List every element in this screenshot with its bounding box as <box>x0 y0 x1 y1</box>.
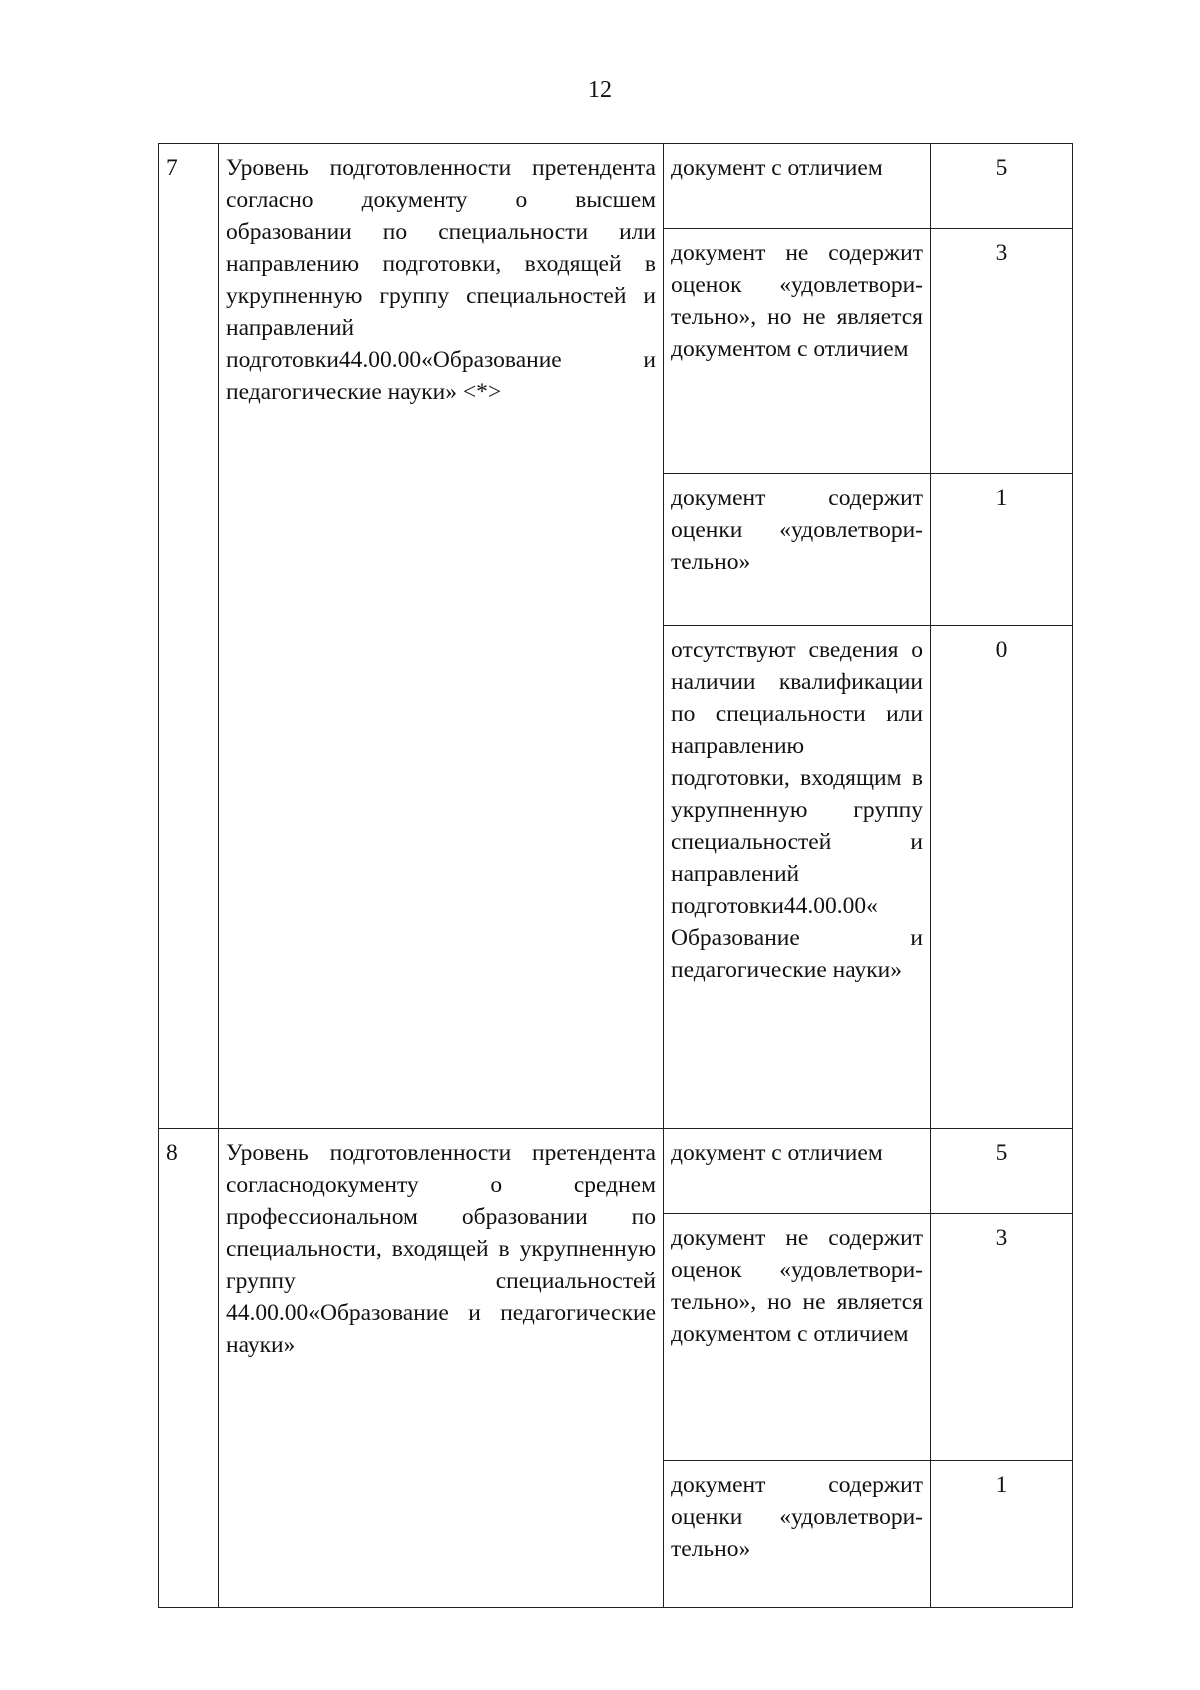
points-cell: 3 <box>931 229 1073 474</box>
points-cell: 3 <box>931 1214 1073 1461</box>
row-number: 8 <box>159 1129 219 1608</box>
points-cell: 1 <box>931 1461 1073 1608</box>
condition-cell: документ содержит оценки «удовлетвори- тельно» <box>664 474 931 626</box>
condition-cell: документ содержит оценки «удовлетвори- тельно» <box>664 1461 931 1608</box>
page-number: 12 <box>588 77 612 103</box>
criterion-cell: Уровень подготовленности претендента согласнодокументу о среднем профессиональном образовании по специальности, входящей в укрупненную группу специальностей 44.00.00«Образование и педагогические науки» <box>219 1129 664 1608</box>
criteria-table <box>158 143 1073 1608</box>
condition-cell: документ не содержит оценок «удовлетвори- тельно», но не является документом с отличием <box>664 229 931 474</box>
table-row <box>159 1129 1073 1214</box>
condition-cell: документ с отличием <box>664 144 931 229</box>
points-cell: 0 <box>931 626 1073 1129</box>
points-cell: 1 <box>931 474 1073 626</box>
condition-cell: отсутствуют сведения о наличии квалификации по специальности или направлению подготовки, входящим в укрупненную группу специальностей и направлений подготовки44.00.00« Образование и педагогические науки» <box>664 626 931 1129</box>
row-number: 7 <box>159 144 219 1129</box>
condition-cell: документ не содержит оценок «удовлетвори- тельно», но не является документом с отличием <box>664 1214 931 1461</box>
table-row <box>159 144 1073 229</box>
criterion-cell: Уровень подготовленности претендента согласно документу о высшем образовании по специальности или направлению подготовки, входящей в укрупненную группу специальностей и направлений подготовки44.00.00«Образование и педагогические науки» <*> <box>219 144 664 1129</box>
condition-cell: документ с отличием <box>664 1129 931 1214</box>
points-cell: 5 <box>931 1129 1073 1214</box>
points-cell: 5 <box>931 144 1073 229</box>
